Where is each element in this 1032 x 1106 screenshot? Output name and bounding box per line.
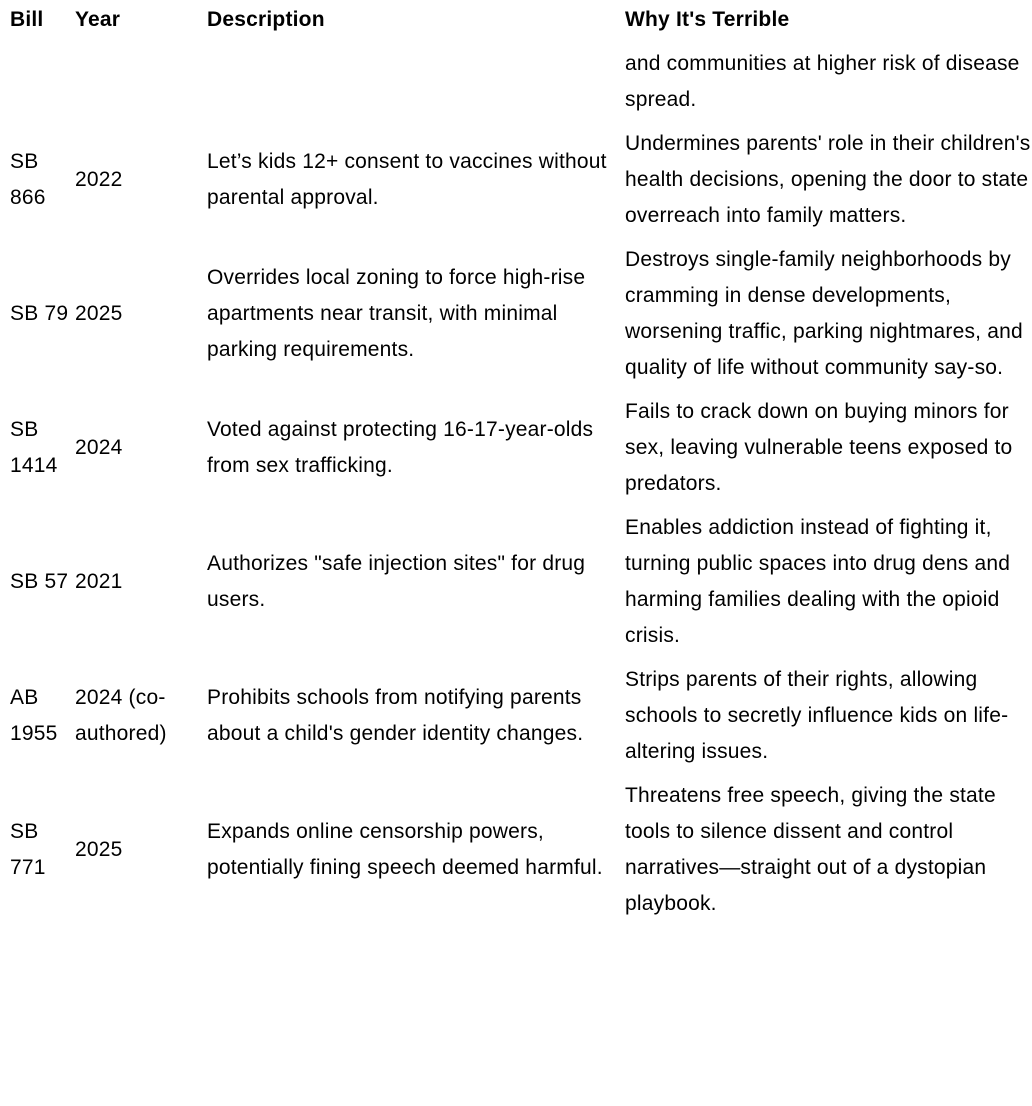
year-cell: 2022 [75, 168, 123, 191]
table-row [10, 658, 1032, 774]
description-cell: Let’s kids 12+ consent to vaccines without parental approval. [207, 150, 607, 209]
table-row [10, 390, 1032, 506]
bill-cell: AB 1955 [10, 686, 58, 745]
why-terrible-cell: Undermines parents' role in their children's health decisions, opening the door to state overreach into family matters. [625, 132, 1031, 227]
why-terrible-cell: Threatens free speech, giving the state tools to silence dissent and control narratives—straight out of a dystopian playbook. [625, 784, 996, 915]
table-row [10, 42, 1032, 122]
bill-cell [10, 42, 75, 122]
year-cell [75, 42, 207, 122]
column-header-description: Description [207, 8, 325, 31]
bill-cell: SB 57 [10, 570, 69, 593]
why-terrible-cell: Strips parents of their rights, allowing schools to secretly influence kids on life-altering issues. [625, 668, 1009, 763]
header-row [10, 0, 1032, 42]
column-header-year: Year [75, 8, 121, 31]
description-cell: Expands online censorship powers, potentially fining speech deemed harmful. [207, 820, 603, 879]
table-row [10, 238, 1032, 390]
bill-cell: SB 771 [10, 820, 46, 879]
year-cell: 2024 (co-authored) [75, 686, 167, 745]
bill-cell: SB 79 [10, 302, 69, 325]
description-cell: Overrides local zoning to force high-rise apartments near transit, with minimal parking requirements. [207, 266, 586, 361]
table-row [10, 774, 1032, 926]
why-terrible-cell: Fails to crack down on buying minors for sex, leaving vulnerable teens exposed to predators. [625, 400, 1013, 495]
table-row [10, 122, 1032, 238]
description-cell: Authorizes "safe injection sites" for drug users. [207, 552, 586, 611]
description-cell: Prohibits schools from notifying parents about a child's gender identity changes. [207, 686, 584, 745]
year-cell: 2024 [75, 436, 123, 459]
year-cell: 2025 [75, 838, 123, 861]
column-header-why-terrible: Why It's Terrible [625, 8, 790, 31]
why-terrible-cell: Destroys single-family neighborhoods by cramming in dense developments, worsening traffic, parking nightmares, and quality of life without community say-so. [625, 248, 1023, 379]
bill-cell: SB 866 [10, 150, 46, 209]
description-cell [207, 42, 625, 122]
bills-table [10, 0, 1032, 926]
year-cell: 2021 [75, 570, 123, 593]
year-cell: 2025 [75, 302, 123, 325]
bill-cell: SB 1414 [10, 418, 58, 477]
table-row [10, 506, 1032, 658]
why-terrible-cell: and communities at higher risk of disease spread. [625, 52, 1020, 111]
description-cell: Voted against protecting 16-17-year-olds from sex trafficking. [207, 418, 594, 477]
column-header-bill: Bill [10, 8, 44, 31]
why-terrible-cell: Enables addiction instead of fighting it, turning public spaces into drug dens and harming families dealing with the opioid crisis. [625, 516, 1011, 647]
